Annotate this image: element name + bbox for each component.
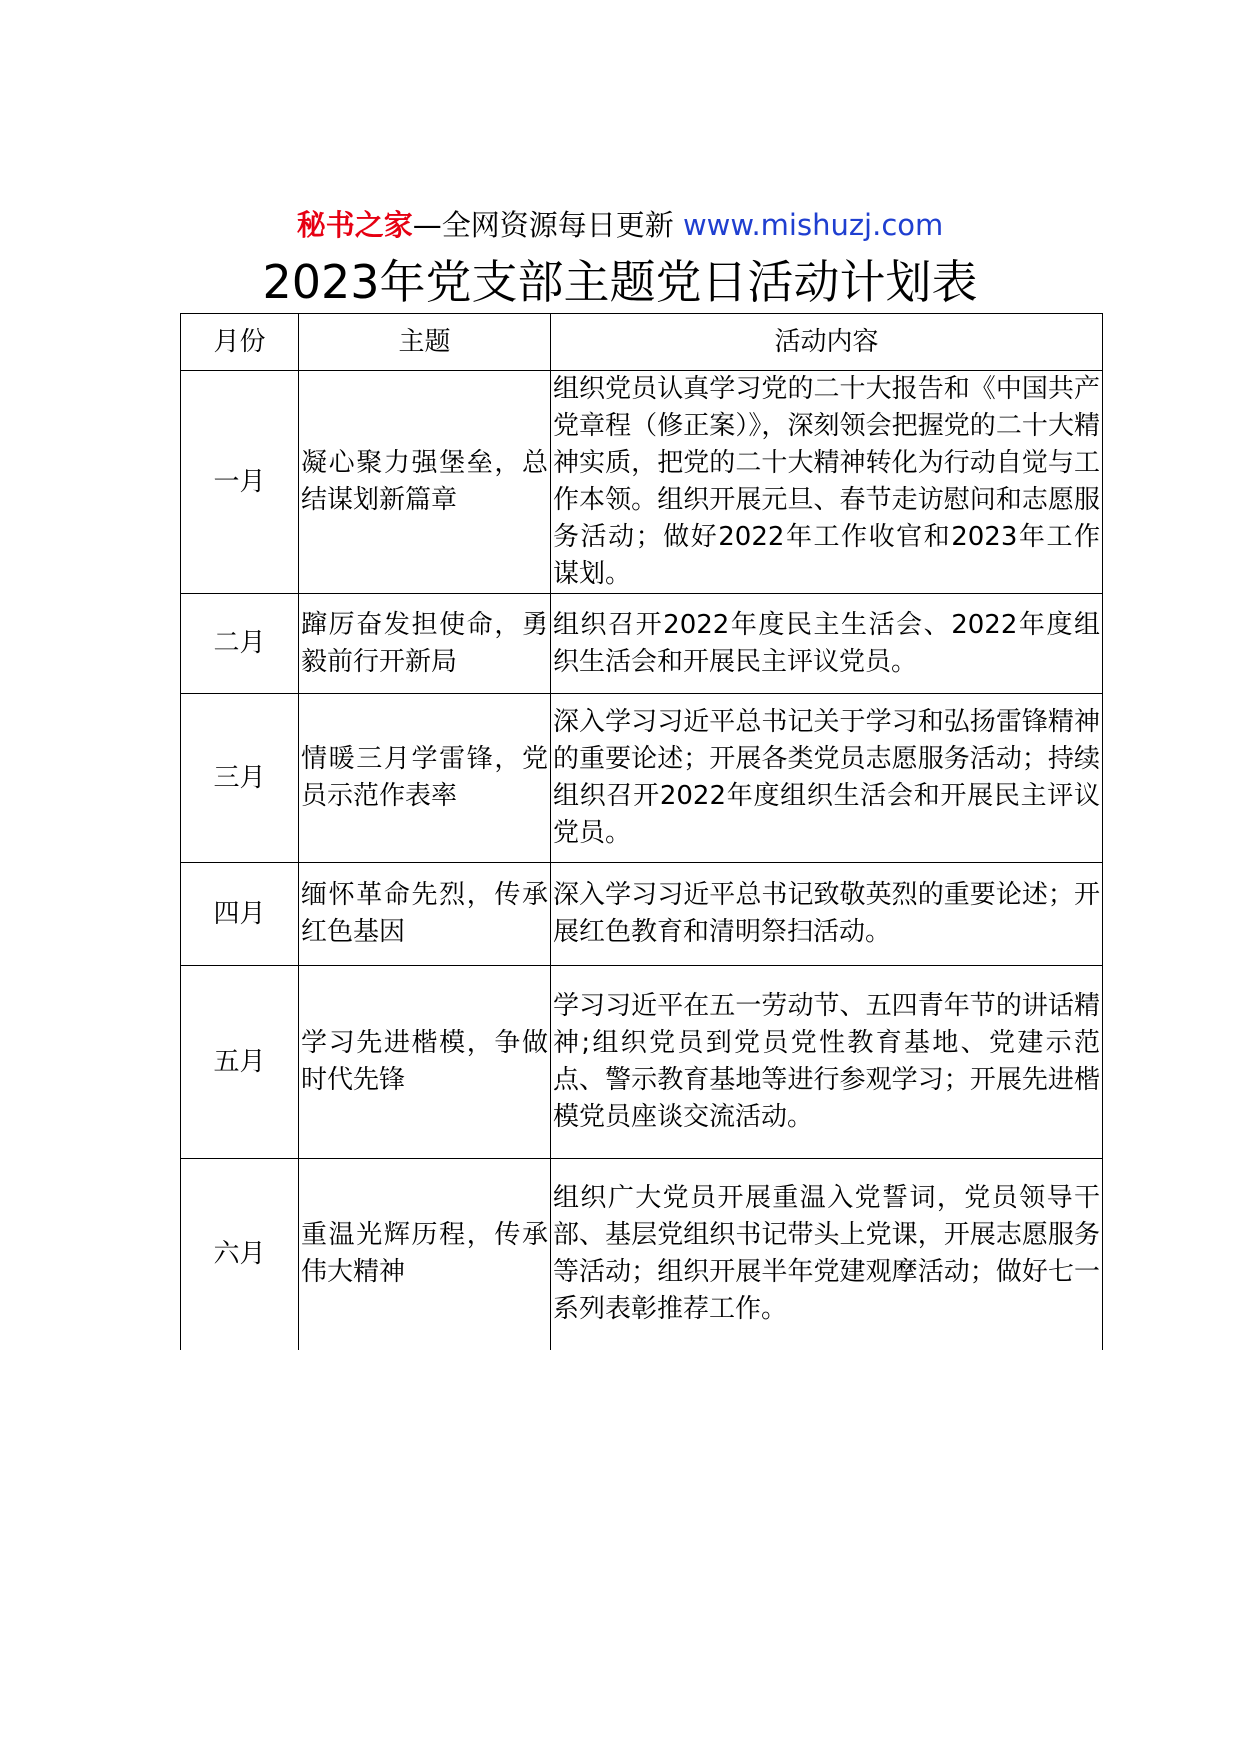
document-title bbox=[0, 250, 1240, 314]
table-row bbox=[181, 863, 1103, 966]
document-title-main: 2023年党支部主题党日活动计划 bbox=[262, 255, 932, 309]
table-row bbox=[181, 1159, 1103, 1350]
header-tagline: —全网资源每日更新 bbox=[412, 208, 674, 242]
month-cell: 一月 bbox=[181, 371, 299, 594]
month-cell: 五月 bbox=[181, 966, 299, 1159]
theme-cell: 重温光辉历程，传承伟大精神 bbox=[299, 1159, 551, 1350]
table-header-row bbox=[181, 314, 1103, 371]
theme-cell: 学习先进楷模，争做时代先锋 bbox=[299, 966, 551, 1159]
theme-cell: 缅怀革命先烈，传承红色基因 bbox=[299, 863, 551, 966]
column-header-month: 月份 bbox=[181, 314, 299, 371]
table-row bbox=[181, 694, 1103, 863]
content-cell: 深入学习习近平总书记关于学习和弘扬雷锋精神的重要论述；开展各类党员志愿服务活动；持续组织召开2022年度组织生活会和开展民主评议党员。 bbox=[551, 694, 1103, 863]
content-cell: 学习习近平在五一劳动节、五四青年节的讲话精神;组织党员到党员党性教育基地、党建示范点、警示教育基地等进行参观学习；开展先进楷模党员座谈交流活动。 bbox=[551, 966, 1103, 1159]
document-title-suffix: 表 bbox=[931, 255, 978, 309]
content-cell: 组织党员认真学习党的二十大报告和《中国共产党章程（修正案）》，深刻领会把握党的二十大精神实质，把党的二十大精神转化为行动自觉与工作本领。组织开展元旦、春节走访慰问和志愿服务活动；做好2022年工作收官和2023年工作谋划。 bbox=[551, 371, 1103, 594]
month-cell: 三月 bbox=[181, 694, 299, 863]
month-cell: 六月 bbox=[181, 1159, 299, 1350]
column-header-theme: 主题 bbox=[299, 314, 551, 371]
month-cell: 二月 bbox=[181, 594, 299, 694]
brand-name: 秘书之家 bbox=[296, 208, 413, 242]
content-cell: 深入学习习近平总书记致敬英烈的重要论述；开展红色教育和清明祭扫活动。 bbox=[551, 863, 1103, 966]
table-row bbox=[181, 966, 1103, 1159]
site-header bbox=[0, 203, 1240, 247]
theme-cell: 蹿厉奋发担使命，勇毅前行开新局 bbox=[299, 594, 551, 694]
column-header-content: 活动内容 bbox=[551, 314, 1103, 371]
theme-cell: 凝心聚力强堡垒，总结谋划新篇章 bbox=[299, 371, 551, 594]
month-cell: 四月 bbox=[181, 863, 299, 966]
content-cell: 组织广大党员开展重温入党誓词，党员领导干部、基层党组织书记带头上党课，开展志愿服务等活动；组织开展半年党建观摩活动；做好七一系列表彰推荐工作。 bbox=[551, 1159, 1103, 1350]
content-cell: 组织召开2022年度民主生活会、2022年度组织生活会和开展民主评议党员。 bbox=[551, 594, 1103, 694]
table-row bbox=[181, 371, 1103, 594]
table-row bbox=[181, 594, 1103, 694]
site-url[interactable]: www.mishuzj.com bbox=[682, 208, 944, 242]
theme-cell: 情暖三月学雷锋，党员示范作表率 bbox=[299, 694, 551, 863]
activity-plan-table bbox=[180, 313, 1103, 1350]
